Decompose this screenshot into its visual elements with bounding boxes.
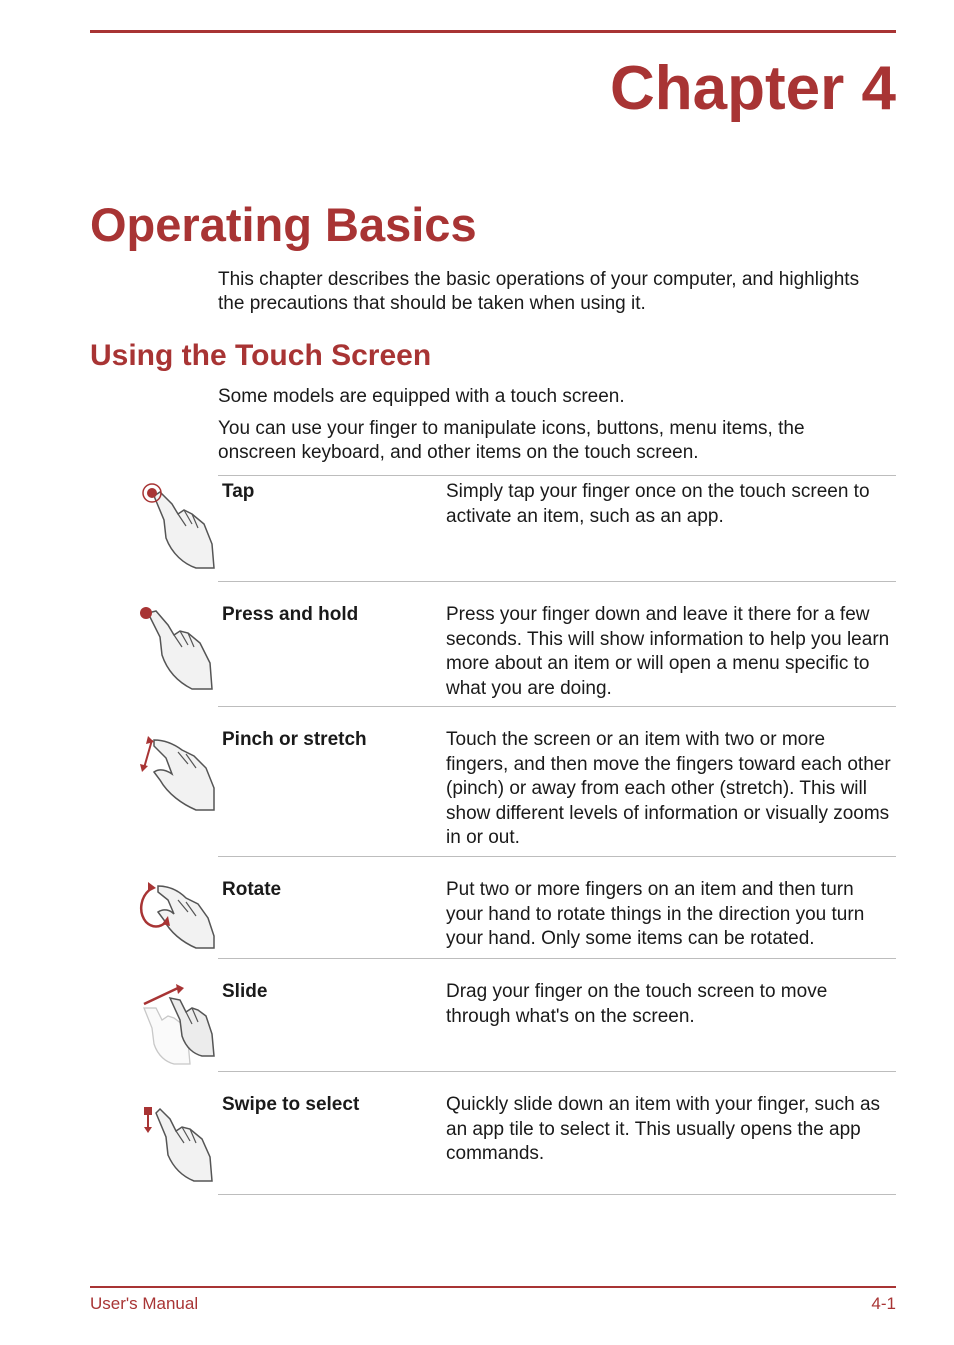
gesture-description: Touch the screen or an item with two or more fingers, and then move the fingers toward each other (pinch) or away from each other (stretch). This will show different levels of information or visually zooms in or out.: [446, 729, 891, 848]
slide-gesture-icon: [134, 980, 218, 1070]
gesture-description: Drag your finger on the touch screen to move through what's on the screen.: [446, 981, 828, 1027]
tap-gesture-icon: [134, 480, 218, 570]
gesture-term: Rotate: [222, 879, 282, 900]
pinch-gesture-icon: [134, 728, 218, 818]
table-row-divider: [218, 1071, 896, 1072]
table-row-divider: [218, 856, 896, 857]
gesture-term: Swipe to select: [222, 1094, 360, 1115]
section-paragraph-2: You can use your finger to manipulate icons, buttons, menu items, the onscreen keyboard, and other items on the touch screen.: [218, 418, 805, 463]
table-row-divider: [218, 581, 896, 582]
gesture-description: Put two or more fingers on an item and then turn your hand to rotate things in the direction you turn your hand. Only some items can be rotated.: [446, 879, 865, 949]
gesture-description: Quickly slide down an item with your finger, such as an app tile to select it. This usually opens the app commands.: [446, 1094, 881, 1164]
table-bottom-rule: [218, 1194, 896, 1195]
section-paragraph-1: Some models are equipped with a touch screen.: [218, 386, 625, 407]
gesture-term: Slide: [222, 981, 268, 1002]
table-row-divider: [218, 706, 896, 707]
footer-title: User's Manual: [90, 1294, 199, 1313]
section-heading: Using the Touch Screen: [90, 339, 432, 372]
gesture-term: Press and hold: [222, 604, 359, 625]
swipe-gesture-icon: [134, 1093, 218, 1183]
page-number: 4-1: [871, 1294, 896, 1313]
header-rule: [90, 30, 896, 33]
chapter-heading: Chapter 4: [610, 54, 896, 123]
table-top-rule: [218, 475, 896, 476]
gesture-term: Pinch or stretch: [222, 729, 367, 750]
table-row-divider: [218, 958, 896, 959]
gesture-description: Simply tap your finger once on the touch screen to activate an item, such as an app.: [446, 481, 870, 527]
footer-rule: [90, 1286, 896, 1288]
gesture-description: Press your finger down and leave it there for a few seconds. This will show information to help you learn more about an item or will open a menu specific to what you are doing.: [446, 604, 890, 699]
rotate-gesture-icon: [134, 878, 218, 968]
intro-paragraph: This chapter describes the basic operations of your computer, and highlights the precautions that should be taken when using it.: [218, 269, 860, 314]
gesture-term: Tap: [222, 481, 255, 502]
page-title: Operating Basics: [90, 198, 477, 251]
press-and-hold-gesture-icon: [134, 603, 218, 693]
